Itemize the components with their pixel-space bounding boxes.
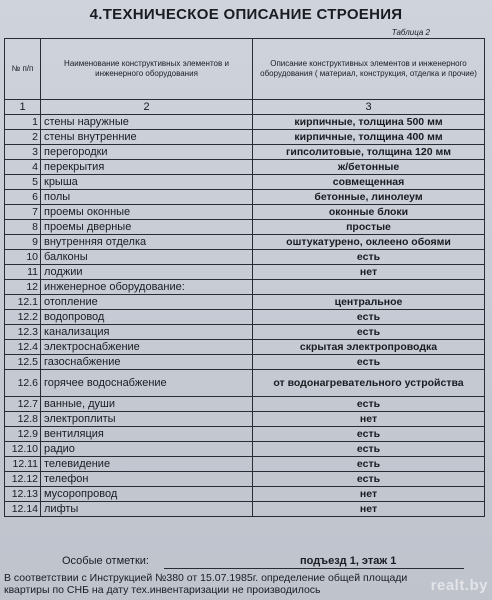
row-number: 12 (5, 280, 41, 295)
row-description: скрытая электропроводка (253, 340, 485, 355)
row-element: стены внутренние (41, 130, 253, 145)
row-number: 9 (5, 235, 41, 250)
row-number: 6 (5, 190, 41, 205)
table-row (5, 280, 485, 295)
table-row (5, 250, 485, 265)
row-element: канализация (41, 325, 253, 340)
row-description (253, 280, 485, 295)
table-header-row (5, 39, 485, 100)
table-row (5, 205, 485, 220)
table-row (5, 265, 485, 280)
footer-note-line-2: квартиры по СНБ на дату тех.инвентаризации не производилось (4, 584, 321, 596)
row-number: 12.1 (5, 295, 41, 310)
row-description: есть (253, 310, 485, 325)
row-number: 12.13 (5, 487, 41, 502)
table-row (5, 295, 485, 310)
row-element: телефон (41, 472, 253, 487)
row-description: есть (253, 427, 485, 442)
row-element: лоджии (41, 265, 253, 280)
row-element: электроплиты (41, 412, 253, 427)
row-number: 12.9 (5, 427, 41, 442)
row-number: 3 (5, 145, 41, 160)
row-element: инженерное оборудование: (41, 280, 253, 295)
row-number: 12.10 (5, 442, 41, 457)
row-description: гипсолитовые, толщина 120 мм (253, 145, 485, 160)
row-description: есть (253, 442, 485, 457)
row-number: 10 (5, 250, 41, 265)
footer (4, 555, 484, 596)
row-element: балконы (41, 250, 253, 265)
row-description: центральное (253, 295, 485, 310)
row-element: стены наружные (41, 115, 253, 130)
row-element: полы (41, 190, 253, 205)
row-number: 5 (5, 175, 41, 190)
table-row (5, 355, 485, 370)
row-number: 8 (5, 220, 41, 235)
table-row (5, 472, 485, 487)
row-description: совмещенная (253, 175, 485, 190)
header-description: Описание конструктивных элементов и инженерного оборудования ( материал, конструкция, отделка и прочие) (253, 39, 485, 100)
row-element: водопровод (41, 310, 253, 325)
row-description: нет (253, 487, 485, 502)
row-element: перекрытия (41, 160, 253, 175)
table-row (5, 340, 485, 355)
table-row (5, 370, 485, 397)
row-element: газоснабжение (41, 355, 253, 370)
row-number: 12.2 (5, 310, 41, 325)
site-watermark: realt.by (430, 577, 488, 594)
row-description: кирпичные, толщина 400 мм (253, 130, 485, 145)
row-number: 12.11 (5, 457, 41, 472)
row-element: электроснабжение (41, 340, 253, 355)
table-row (5, 412, 485, 427)
row-number: 1 (5, 115, 41, 130)
table-row (5, 160, 485, 175)
row-element: проемы дверные (41, 220, 253, 235)
row-description: есть (253, 355, 485, 370)
row-number: 12.5 (5, 355, 41, 370)
row-element: крыша (41, 175, 253, 190)
special-marks-underline (164, 568, 464, 569)
row-description: нет (253, 265, 485, 280)
column-index-row (5, 100, 485, 115)
table-row (5, 502, 485, 517)
row-number: 12.6 (5, 370, 41, 397)
row-description: от водонагревательного устройства (253, 370, 485, 397)
row-element: внутренняя отделка (41, 235, 253, 250)
row-number: 12.7 (5, 397, 41, 412)
row-description: нет (253, 412, 485, 427)
table-row (5, 115, 485, 130)
row-description: оконные блоки (253, 205, 485, 220)
special-marks-label: Особые отметки: (62, 555, 149, 567)
row-number: 7 (5, 205, 41, 220)
row-element: горячее водоснабжение (41, 370, 253, 397)
table-number: Таблица 2 (391, 28, 430, 37)
document-title: 4.ТЕХНИЧЕСКОЕ ОПИСАНИЕ СТРОЕНИЯ (89, 6, 403, 23)
table-row (5, 145, 485, 160)
row-element: лифты (41, 502, 253, 517)
header-element: Наименование конструктивных элементов и инженерного оборудования (41, 39, 253, 100)
row-description: есть (253, 472, 485, 487)
table-row (5, 427, 485, 442)
row-description: оштукатурено, оклеено обоями (253, 235, 485, 250)
row-number: 12.8 (5, 412, 41, 427)
row-number: 2 (5, 130, 41, 145)
header-num: № п/п (5, 39, 41, 100)
row-description: простые (253, 220, 485, 235)
row-number: 12.3 (5, 325, 41, 340)
row-description: есть (253, 325, 485, 340)
table-row (5, 190, 485, 205)
row-element: вентиляция (41, 427, 253, 442)
column-index-2: 2 (41, 100, 253, 115)
table-row (5, 130, 485, 145)
row-number: 11 (5, 265, 41, 280)
row-description: бетонные, линолеум (253, 190, 485, 205)
table-row (5, 220, 485, 235)
row-element: ванные, души (41, 397, 253, 412)
row-element: мусоропровод (41, 487, 253, 502)
row-description: ж/бетонные (253, 160, 485, 175)
table-row (5, 442, 485, 457)
row-description: есть (253, 397, 485, 412)
table-row (5, 457, 485, 472)
row-number: 12.12 (5, 472, 41, 487)
row-description: нет (253, 502, 485, 517)
row-number: 12.4 (5, 340, 41, 355)
technical-description-table (4, 38, 485, 517)
entrance-floor: подъезд 1, этаж 1 (300, 555, 397, 567)
column-index-3: 3 (253, 100, 485, 115)
row-element: перегородки (41, 145, 253, 160)
row-element: телевидение (41, 457, 253, 472)
table-row (5, 175, 485, 190)
row-number: 4 (5, 160, 41, 175)
row-element: проемы оконные (41, 205, 253, 220)
row-element: отопление (41, 295, 253, 310)
table-row (5, 310, 485, 325)
row-description: есть (253, 457, 485, 472)
column-index-1: 1 (5, 100, 41, 115)
row-number: 12.14 (5, 502, 41, 517)
row-description: кирпичные, толщина 500 мм (253, 115, 485, 130)
table-row (5, 397, 485, 412)
footer-note-line-1: В соответствии с Инструкцией №380 от 15.07.1985г. определение общей площади (4, 572, 408, 584)
table-row (5, 235, 485, 250)
table-row (5, 487, 485, 502)
row-element: радио (41, 442, 253, 457)
table-row (5, 325, 485, 340)
row-description: есть (253, 250, 485, 265)
